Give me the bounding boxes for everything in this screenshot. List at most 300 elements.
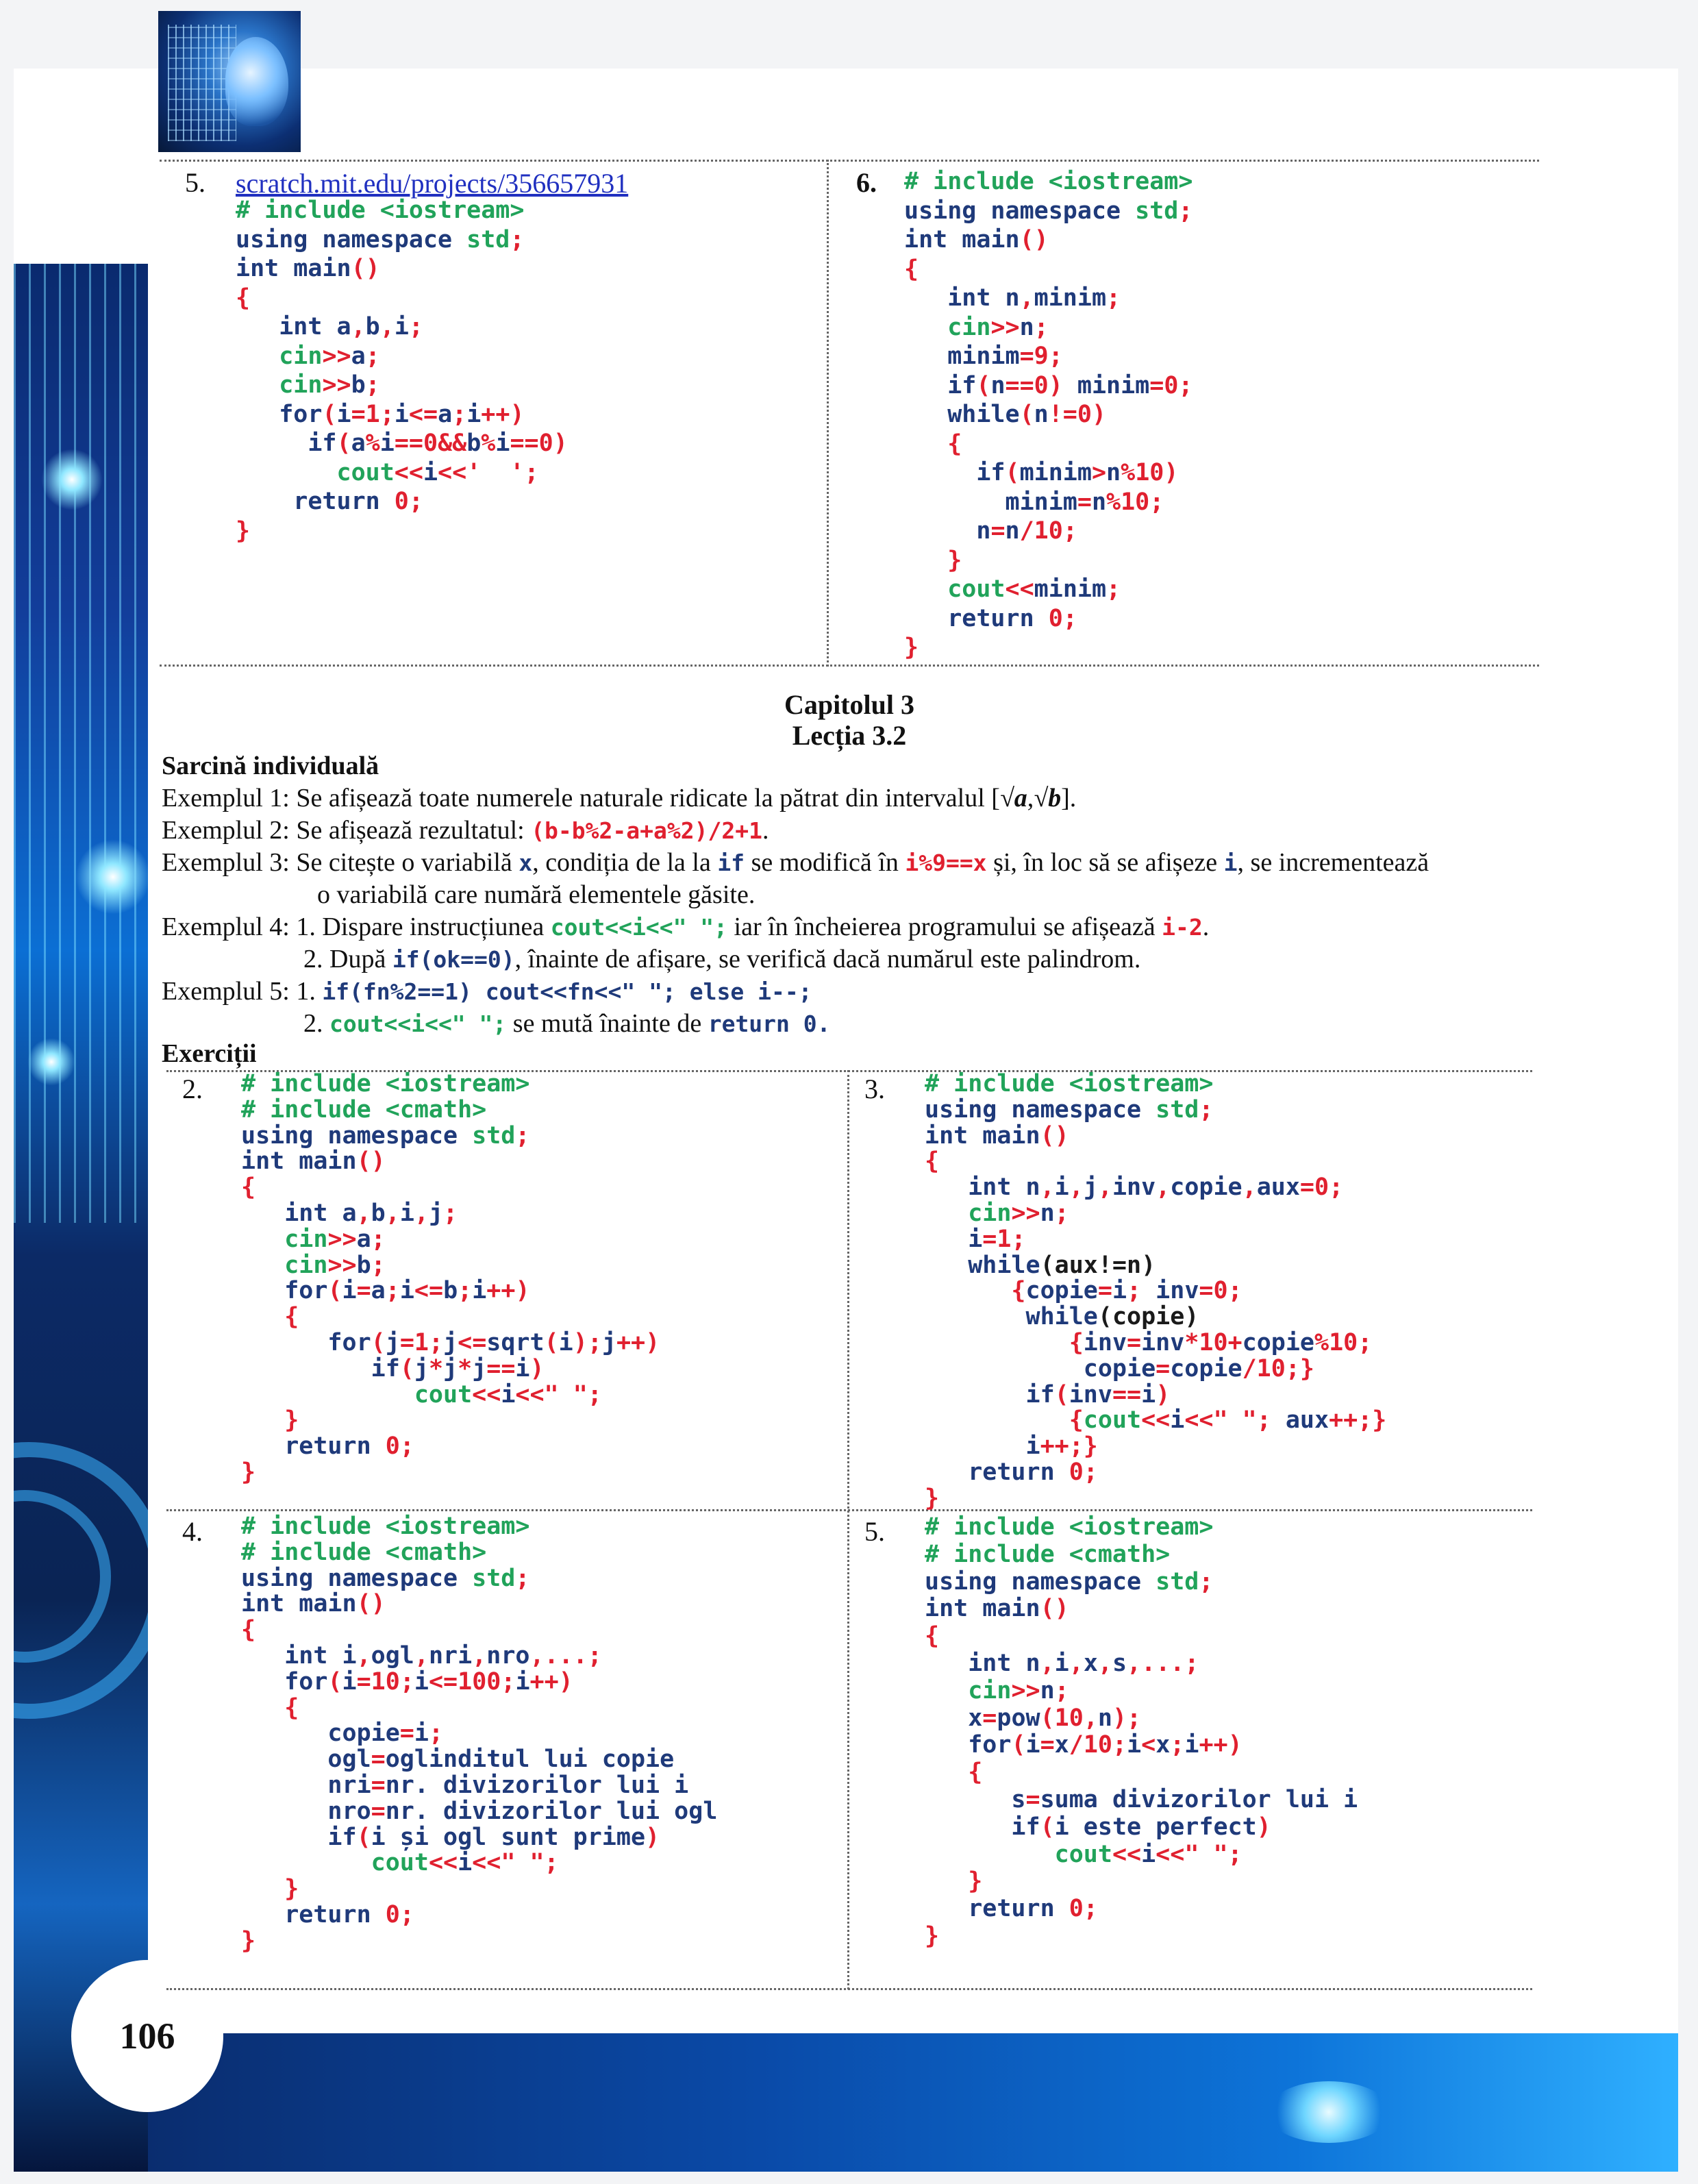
- divider: [160, 665, 1539, 667]
- code-token: cout: [1083, 1406, 1142, 1435]
- example-text: 2.: [303, 1009, 329, 1038]
- code-token: }: [241, 1458, 256, 1486]
- code-token: i: [414, 1667, 429, 1696]
- code-token: <<: [1184, 1406, 1214, 1435]
- code-token: ==: [510, 430, 539, 457]
- code-token: {: [241, 1616, 256, 1644]
- code-token: {: [925, 1622, 940, 1650]
- code-token: (copie): [1097, 1303, 1199, 1331]
- example-text: 1.: [296, 977, 323, 1006]
- code-token: ,...;: [1127, 1649, 1199, 1677]
- code-line: [925, 1677, 1069, 1704]
- code-inline: i-2: [1162, 914, 1203, 941]
- code-token: ;: [1358, 1328, 1373, 1356]
- code-token: ;: [587, 1328, 602, 1356]
- code-token: 100: [458, 1667, 501, 1696]
- code-token: {: [241, 1174, 256, 1202]
- code-token: %: [1314, 1328, 1329, 1356]
- code-token: &&: [438, 430, 467, 457]
- example-text: .: [1202, 913, 1210, 941]
- code-token: copie: [1025, 1277, 1098, 1305]
- code-token: ;: [1199, 1095, 1214, 1124]
- code-line: [904, 488, 1164, 516]
- code-token: <=: [414, 1277, 444, 1305]
- code-line: [904, 459, 1178, 486]
- code-token: ): [529, 1354, 545, 1382]
- math-expression: √a: [999, 784, 1027, 812]
- code-token: }: [236, 517, 251, 545]
- code-token: <<: [1112, 1840, 1142, 1868]
- code-line: [925, 1277, 1243, 1304]
- code-token: (): [1019, 226, 1049, 253]
- code-line: [925, 1813, 1271, 1841]
- code-token: nro: [486, 1641, 530, 1670]
- code-token: <<: [1141, 1406, 1171, 1435]
- left-decorative-band: [14, 264, 148, 2172]
- code-token: (: [356, 1823, 371, 1851]
- code-token: int main: [904, 226, 1020, 253]
- code-block: [925, 1514, 1358, 1950]
- code-line: [904, 343, 1063, 370]
- code-token: >>: [322, 371, 351, 399]
- code-token: 0: [1164, 371, 1179, 399]
- code-line: [241, 1849, 559, 1876]
- code-token: i: [558, 1328, 573, 1356]
- code-token: b: [365, 313, 380, 340]
- code-token: ++;}: [1329, 1406, 1387, 1435]
- code-token: i: [394, 400, 409, 428]
- code-token: (: [1040, 1813, 1055, 1841]
- code-line: [904, 430, 962, 458]
- code-token: =: [982, 1704, 997, 1732]
- code-line: [241, 1174, 255, 1201]
- code-token: # include <iostream>: [925, 1513, 1214, 1541]
- code-token: b: [371, 1199, 386, 1227]
- code-token: ,: [1083, 1704, 1098, 1732]
- code-line: [236, 343, 380, 370]
- code-token: ;: [587, 1380, 602, 1409]
- exercise-number: 3.: [864, 1074, 885, 1104]
- code-line: [241, 1539, 486, 1566]
- code-token: ): [1048, 371, 1063, 399]
- code-token: <<: [472, 1849, 501, 1877]
- code-token: }: [904, 634, 919, 661]
- code-token: =: [1025, 1785, 1040, 1813]
- code-token: ;: [365, 371, 380, 399]
- code-line: [925, 1895, 1098, 1922]
- code-line: [904, 197, 1193, 225]
- code-token: i: [515, 1354, 530, 1382]
- code-token: ==: [1112, 1380, 1142, 1409]
- code-token: sqrt: [486, 1328, 545, 1356]
- code-token: ;: [1227, 1840, 1243, 1868]
- code-token: i: [495, 430, 510, 457]
- code-token: !=: [1048, 401, 1077, 428]
- code-line: [236, 284, 250, 312]
- code-token: using namespace: [904, 197, 1136, 225]
- code-token: using namespace: [925, 1095, 1156, 1124]
- code-inline: if: [717, 849, 745, 876]
- code-token: ;: [408, 313, 423, 340]
- code-line: [904, 314, 1049, 341]
- code-token: inv: [1141, 1277, 1199, 1305]
- code-token: i: [399, 1277, 414, 1305]
- code-line: [241, 1694, 299, 1722]
- code-token: ogl: [241, 1746, 371, 1774]
- code-token: 0: [1314, 1174, 1329, 1202]
- code-token: j: [443, 1354, 458, 1382]
- exercise-number: 5.: [864, 1516, 885, 1547]
- code-token: ,: [414, 1641, 429, 1670]
- code-token: <<: [472, 1380, 501, 1409]
- code-token: <: [1141, 1731, 1156, 1759]
- code-inline: return 0.: [708, 1010, 831, 1037]
- code-token: ;: [1106, 284, 1121, 312]
- code-token: 1: [365, 400, 380, 428]
- code-token: 10: [1121, 488, 1150, 516]
- code-line: [241, 1329, 660, 1356]
- code-token: ;: [1062, 604, 1077, 632]
- code-token: ;: [501, 1667, 516, 1696]
- code-token: ;: [399, 1667, 414, 1696]
- code-token: ): [1164, 459, 1179, 486]
- code-token: i: [1184, 1731, 1199, 1759]
- code-token: inv: [1083, 1328, 1127, 1356]
- code-token: # include <iostream>: [241, 1070, 530, 1097]
- code-token: n: [1097, 1704, 1112, 1732]
- code-token: =: [399, 1328, 414, 1356]
- code-token: n: [1106, 459, 1121, 486]
- code-token: minim: [1062, 371, 1150, 399]
- code-token: aux: [1271, 1406, 1329, 1435]
- code-token: >>: [990, 313, 1020, 341]
- code-token: ;: [1054, 1199, 1069, 1227]
- code-token: =: [371, 1771, 386, 1799]
- code-token: cin: [236, 371, 323, 399]
- code-token: ;: [428, 1720, 444, 1748]
- code-token: ,: [356, 1199, 371, 1227]
- code-block: [241, 1514, 717, 1955]
- code-line: [925, 1381, 1170, 1409]
- code-line: [241, 1096, 486, 1124]
- code-token: {: [925, 1277, 1026, 1305]
- code-token: {: [925, 1147, 940, 1176]
- code-token: <<: [428, 1849, 458, 1877]
- code-token: (: [976, 371, 991, 399]
- code-token: }: [925, 1867, 983, 1896]
- code-line: [925, 1759, 982, 1786]
- code-token: n: [1040, 1676, 1055, 1704]
- code-token: ,: [414, 1199, 429, 1227]
- code-token: ): [1156, 1380, 1171, 1409]
- code-token: ;: [1083, 1895, 1098, 1923]
- code-token: ;: [510, 225, 525, 253]
- code-token: j: [601, 1328, 616, 1356]
- code-token: ;: [1083, 1458, 1098, 1486]
- code-token: (aux!=n): [1040, 1251, 1156, 1279]
- code-token: i: [342, 1667, 357, 1696]
- code-token: (): [356, 1147, 386, 1176]
- code-token: i: [342, 1277, 357, 1305]
- code-token: return: [236, 488, 395, 515]
- code-token: inv: [1069, 1380, 1112, 1409]
- code-line: [925, 1513, 1213, 1541]
- code-token: return: [904, 604, 1049, 632]
- code-token: <<: [438, 458, 467, 486]
- code-token: ,: [356, 1641, 371, 1670]
- code-token: minim: [904, 343, 1020, 370]
- code-token: 10: [1054, 1704, 1084, 1732]
- divider: [160, 160, 1539, 162]
- code-line: [904, 284, 1121, 312]
- code-token: return: [925, 1458, 1069, 1486]
- example-2: [162, 815, 769, 847]
- code-token: " ": [501, 1849, 545, 1877]
- code-line: [241, 1616, 255, 1643]
- code-token: 10: [1135, 459, 1164, 486]
- code-line: [236, 401, 525, 428]
- code-line: [925, 1432, 1098, 1460]
- code-token: " ": [1184, 1840, 1228, 1868]
- code-line: [236, 197, 524, 224]
- code-token: ,...;: [529, 1641, 602, 1670]
- code-line: [925, 1406, 1386, 1434]
- code-token: if: [236, 430, 337, 457]
- code-line: [241, 1303, 299, 1330]
- code-line: [925, 1704, 1141, 1732]
- code-token: ,: [1097, 1174, 1112, 1202]
- code-token: a: [351, 430, 366, 457]
- code-token: ;: [443, 1199, 458, 1227]
- code-token: <<: [1005, 575, 1034, 603]
- code-line: [925, 1174, 1343, 1201]
- code-token: i: [414, 1720, 429, 1748]
- code-token: }: [241, 1406, 299, 1435]
- code-token: ;: [544, 1849, 559, 1877]
- code-token: ;: [452, 400, 467, 428]
- code-token: i: [336, 400, 351, 428]
- code-token: 0: [1069, 1458, 1084, 1486]
- code-line: [925, 1226, 1026, 1253]
- code-token: {: [925, 1759, 983, 1787]
- code-token: 9: [1034, 343, 1049, 370]
- code-line: [925, 1867, 982, 1895]
- example-text: , înainte de afișare, se verifică dacă numărul este palindrom.: [514, 945, 1141, 973]
- code-token: 0: [423, 430, 438, 457]
- code-token: cout: [236, 458, 395, 486]
- code-token: copie: [1242, 1328, 1314, 1356]
- code-token: copie: [1170, 1174, 1243, 1202]
- example-4: [162, 911, 1209, 943]
- code-token: (: [399, 1354, 414, 1382]
- code-token: {: [904, 255, 919, 283]
- code-token: }: [904, 546, 962, 574]
- exercise-number: 6.: [856, 167, 877, 198]
- code-token: ==: [1005, 371, 1034, 399]
- code-token: for: [241, 1667, 328, 1696]
- code-token: cin: [236, 342, 323, 370]
- divider: [827, 160, 829, 667]
- code-token: cout: [241, 1380, 473, 1409]
- code-line: [904, 168, 1193, 195]
- code-token: ;: [408, 488, 423, 515]
- code-line: [236, 371, 380, 399]
- code-line: [925, 1147, 939, 1175]
- code-token: (: [327, 1667, 342, 1696]
- code-line: [241, 1875, 299, 1902]
- code-token: ,: [1040, 1649, 1055, 1677]
- code-line: [925, 1329, 1372, 1356]
- code-token: =: [399, 1720, 414, 1748]
- code-token: %: [481, 430, 496, 457]
- code-token: (: [1019, 401, 1034, 428]
- code-token: >>: [327, 1225, 357, 1253]
- exercise-number: 5.: [185, 167, 205, 198]
- example-text: 2. După: [303, 945, 392, 973]
- code-token: (): [356, 1590, 386, 1618]
- example-5-line-2: [303, 1008, 831, 1040]
- code-line: [236, 517, 250, 545]
- code-token: i: [925, 1225, 983, 1253]
- code-token: =: [982, 1225, 997, 1253]
- code-token: {: [904, 430, 962, 458]
- code-token: ogl: [371, 1641, 414, 1670]
- code-token: ++): [1199, 1731, 1243, 1759]
- code-line: [925, 1841, 1243, 1868]
- example-text: , condiția de la la: [532, 848, 718, 877]
- code-line: [925, 1595, 1069, 1622]
- code-token: ;: [428, 1328, 444, 1356]
- code-token: (: [544, 1328, 559, 1356]
- code-token: n: [1040, 1199, 1055, 1227]
- example-text: ].: [1061, 784, 1077, 812]
- chapter-logo-image: [158, 11, 301, 152]
- code-line: [904, 575, 1121, 603]
- code-token: <<: [515, 1380, 545, 1409]
- code-token: 0: [538, 430, 553, 457]
- code-token: ;: [1170, 1731, 1185, 1759]
- code-line: [904, 226, 1049, 253]
- code-token: if: [241, 1354, 400, 1382]
- code-token: minim: [1034, 284, 1107, 312]
- code-token: n: [1034, 401, 1049, 428]
- code-token: if: [925, 1380, 1055, 1409]
- example-label: Exemplul 3:: [162, 848, 297, 877]
- code-line: [241, 1590, 386, 1617]
- code-token: <=: [458, 1328, 487, 1356]
- code-line: [241, 1432, 414, 1460]
- code-token: ;: [1329, 1174, 1344, 1202]
- code-token: int n: [925, 1649, 1040, 1677]
- code-line: [925, 1922, 939, 1950]
- scratch-project-link[interactable]: scratch.mit.edu/projects/356657931: [236, 168, 629, 199]
- code-token: {: [241, 1693, 299, 1722]
- code-token: ==: [394, 430, 423, 457]
- code-token: i: [379, 430, 395, 457]
- code-token: cout: [904, 575, 1006, 603]
- code-token: if: [241, 1823, 357, 1851]
- code-token: ==: [486, 1354, 516, 1382]
- code-token: (): [351, 255, 380, 282]
- code-line: [236, 430, 568, 457]
- code-token: int a: [236, 313, 351, 340]
- code-token: # include <iostream>: [236, 197, 525, 224]
- code-token: }: [925, 1484, 940, 1512]
- code-token: nr. divizorilor lui ogl: [385, 1797, 718, 1825]
- code-line: [925, 1485, 939, 1512]
- code-token: ): [1091, 401, 1107, 428]
- section-heading: Exerciții: [162, 1039, 257, 1068]
- code-token: <<: [394, 458, 423, 486]
- code-token: # include <cmath>: [925, 1540, 1171, 1568]
- code-line: [904, 372, 1193, 399]
- section-heading: Sarcină individuală: [162, 752, 379, 780]
- code-token: +: [1227, 1328, 1243, 1356]
- code-token: ): [553, 430, 568, 457]
- code-token: j: [472, 1354, 487, 1382]
- code-token: int main: [241, 1590, 357, 1618]
- code-line: [241, 1927, 255, 1955]
- code-token: ++): [481, 400, 525, 428]
- code-token: return: [241, 1432, 386, 1461]
- example-label: Exemplul 4:: [162, 913, 297, 941]
- code-token: =: [1299, 1174, 1314, 1202]
- code-token: std: [1156, 1567, 1199, 1596]
- code-token: {: [925, 1328, 1084, 1356]
- code-token: return: [241, 1900, 386, 1928]
- code-token: minim: [904, 488, 1077, 516]
- code-token: i: [515, 1667, 530, 1696]
- code-token: inv: [1141, 1328, 1185, 1356]
- code-token: 10: [1199, 1328, 1228, 1356]
- code-token: a: [438, 400, 453, 428]
- code-token: x: [1156, 1731, 1171, 1759]
- code-token: ;: [1112, 1731, 1127, 1759]
- code-line: [241, 1406, 299, 1434]
- code-token: ;: [1178, 371, 1193, 399]
- code-token: ;: [1178, 197, 1193, 225]
- code-token: =: [371, 1746, 386, 1774]
- code-token: ;: [371, 1225, 386, 1253]
- separator: ,: [1027, 784, 1034, 812]
- code-token: if: [925, 1813, 1040, 1841]
- code-line: [925, 1303, 1199, 1330]
- code-token: i: [472, 1277, 487, 1305]
- code-token: }: [925, 1922, 940, 1950]
- code-token: j: [385, 1328, 400, 1356]
- code-token: minim: [1019, 459, 1092, 486]
- code-token: return: [925, 1895, 1069, 1923]
- code-line: [904, 517, 1077, 545]
- code-token: copie: [925, 1354, 1156, 1382]
- code-token: int a: [241, 1199, 357, 1227]
- code-token: >>: [1011, 1199, 1040, 1227]
- code-token: {: [236, 284, 251, 312]
- code-token: ;: [1199, 1567, 1214, 1596]
- code-token: =: [990, 517, 1006, 545]
- code-token: 10: [371, 1667, 400, 1696]
- code-token: =: [351, 400, 366, 428]
- code-block: [904, 167, 1193, 662]
- example-3-line-2: o variabilă care numără elementele găsite.: [317, 880, 756, 909]
- code-token: <<: [1156, 1840, 1185, 1868]
- code-token: copie: [1170, 1354, 1243, 1382]
- code-token: inv: [1112, 1174, 1156, 1202]
- code-token: <=: [408, 400, 438, 428]
- code-token: a: [371, 1277, 386, 1305]
- exercise-number: 4.: [182, 1516, 203, 1547]
- code-token: >>: [327, 1251, 357, 1279]
